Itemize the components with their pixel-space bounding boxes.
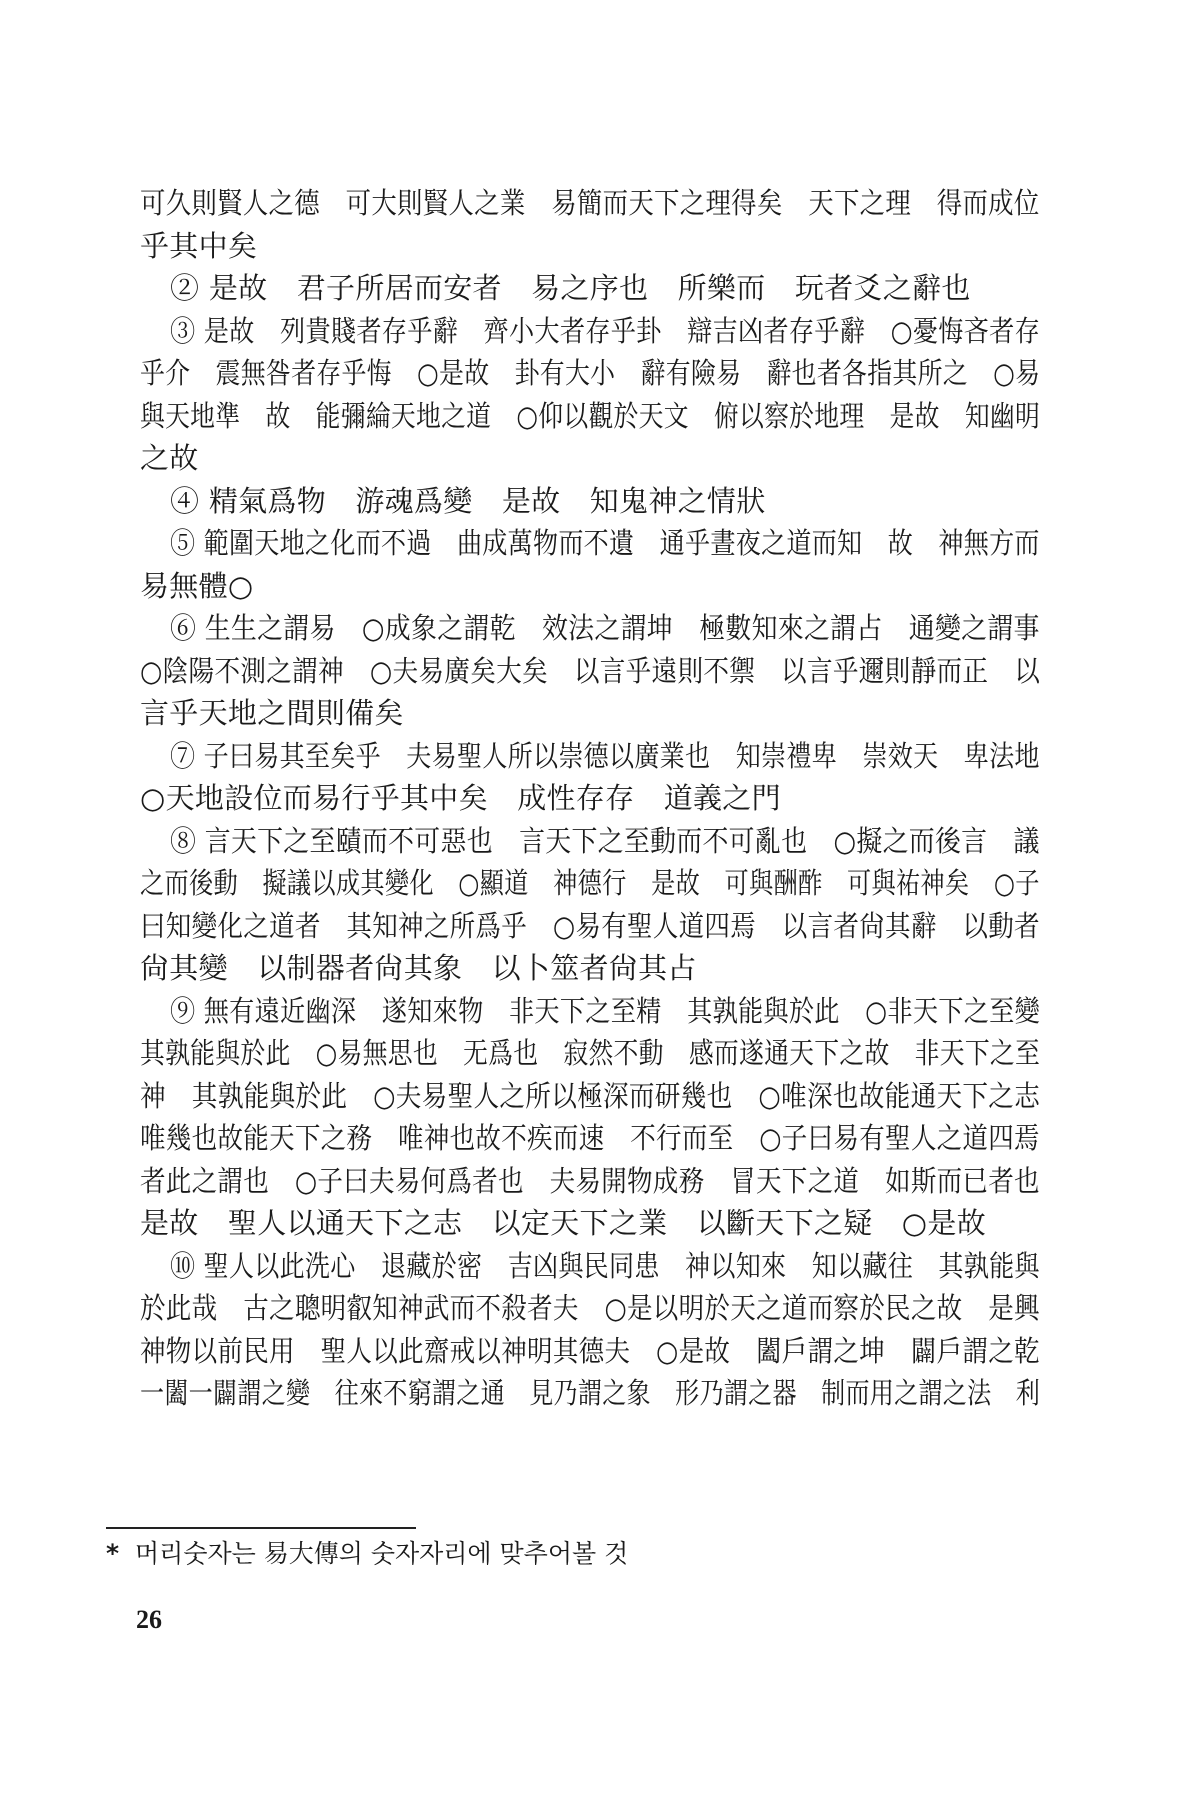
text-line: 易無體○	[140, 568, 254, 603]
text-line: ③ 是故 列貴賤者存乎辭 齊小大者存乎卦 辯吉凶者存乎辭 ○憂悔吝者存	[170, 313, 1040, 348]
text-line: ② 是故 君子所居而安者 易之序也 所樂而 玩者爻之辭也	[170, 271, 971, 305]
text-line: 唯幾也故能天下之務 唯神也故不疾而速 不行而至 ○子曰易有聖人之道四焉	[140, 1121, 1040, 1155]
footnote-mark: *	[106, 1539, 120, 1568]
text-line: ④ 精氣爲物 游魂爲變 是故 知鬼神之情狀	[170, 483, 766, 518]
text-line: 是故 聖人以通天下之志 以定天下之業 以斷天下之疑 ○是故	[140, 1206, 987, 1240]
text-line: 言乎天地之間則備矣	[140, 696, 404, 730]
page-number: 26	[136, 1605, 162, 1634]
text-line: 可久則賢人之德 可大則賢人之業 易簡而天下之理得矣 天下之理 得而成位	[140, 186, 1040, 220]
footnote-text: 머리숫자는 易大傳의 숫자자리에 맞추어볼 것	[135, 1539, 629, 1568]
text-line: 神 其孰能與於此 ○夫易聖人之所以極深而研幾也 ○唯深也故能通天下之志	[140, 1078, 1040, 1113]
text-line: ⑨ 無有遠近幽深 遂知來物 非天下之至精 其孰能與於此 ○非天下之至變	[170, 993, 1040, 1028]
text-line: 乎其中矣	[140, 228, 258, 263]
text-line: 神物以前民用 聖人以此齋戒以神明其德夫 ○是故 闔戶謂之坤 闢戶謂之乾	[140, 1333, 1040, 1368]
text-line: ○陰陽不測之謂神 ○夫易廣矣大矣 以言乎遠則不禦 以言乎邇則靜而正 以	[140, 653, 1040, 688]
text-line: 其孰能與於此 ○易無思也 无爲也 寂然不動 感而遂通天下之故 非天下之至	[140, 1036, 1040, 1070]
text-line: 之而後動 擬議以成其變化 ○顯道 神德行 是故 可與酬酢 可與祐神矣 ○子	[140, 866, 1040, 900]
text-line: 與天地準 故 能彌綸天地之道 ○仰以觀於天文 俯以察於地理 是故 知幽明	[140, 398, 1040, 433]
text-line: ⑩ 聖人以此洗心 退藏於密 吉凶與民同患 神以知來 知以藏往 其孰能與	[170, 1248, 1040, 1283]
text-line: 乎介 震無咎者存乎悔 ○是故 卦有大小 辭有險易 辭也者各指其所之 ○易	[140, 356, 1040, 390]
text-line: 之故	[140, 441, 199, 475]
text-line: ⑥ 生生之謂易 ○成象之謂乾 效法之謂坤 極數知來之謂占 通變之謂事	[170, 611, 1040, 645]
text-line: 於此哉 古之聰明叡知神武而不殺者夫 ○是以明於天之道而察於民之故 是興	[140, 1291, 1040, 1325]
text-line: ⑤ 範圍天地之化而不過 曲成萬物而不遺 通乎晝夜之道而知 故 神無方而	[170, 526, 1040, 560]
text-line: 尙其變 以制器者尙其象 以卜筮者尙其占	[140, 951, 697, 985]
footnote-divider	[106, 1527, 416, 1529]
body-text	[140, 182, 1040, 1415]
text-line: 一闔一闢謂之變 往來不窮謂之通 見乃謂之象 形乃謂之器 制而用之謂之法 利	[140, 1376, 1040, 1410]
text-line: ⑧ 言天下之至賾而不可惡也 言天下之至動而不可亂也 ○擬之而後言 議	[170, 823, 1040, 858]
text-line: 曰知變化之道者 其知神之所爲乎 ○易有聖人道四焉 以言者尙其辭 以動者	[140, 908, 1040, 943]
text-line: ○天地設位而易行乎其中矣 成性存存 道義之門	[140, 781, 781, 815]
text-line: ⑦ 子曰易其至矣乎 夫易聖人所以崇德以廣業也 知崇禮卑 崇效天 卑法地	[170, 738, 1040, 773]
text-line: 者此之謂也 ○子曰夫易何爲者也 夫易開物成務 冒天下之道 如斯而已者也	[140, 1163, 1040, 1198]
footnote	[106, 1538, 628, 1570]
